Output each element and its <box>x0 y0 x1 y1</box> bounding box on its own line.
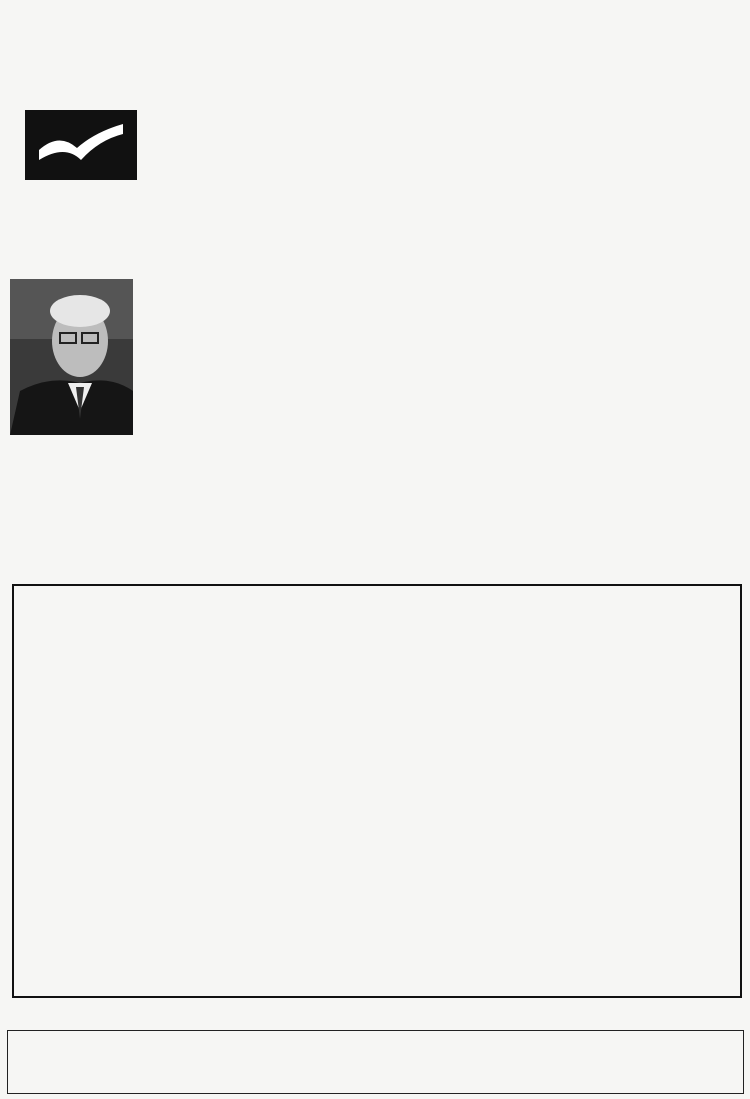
organisation-box <box>12 584 742 998</box>
conseil-general-logo <box>25 110 137 180</box>
top-sponsor-bar <box>7 6 744 68</box>
background-watermark <box>230 110 750 470</box>
background-faces <box>0 455 750 575</box>
signature-block <box>522 460 742 466</box>
portrait-photo <box>10 279 133 435</box>
bottom-sponsor-bar <box>7 1030 744 1094</box>
letter-text <box>214 146 734 158</box>
